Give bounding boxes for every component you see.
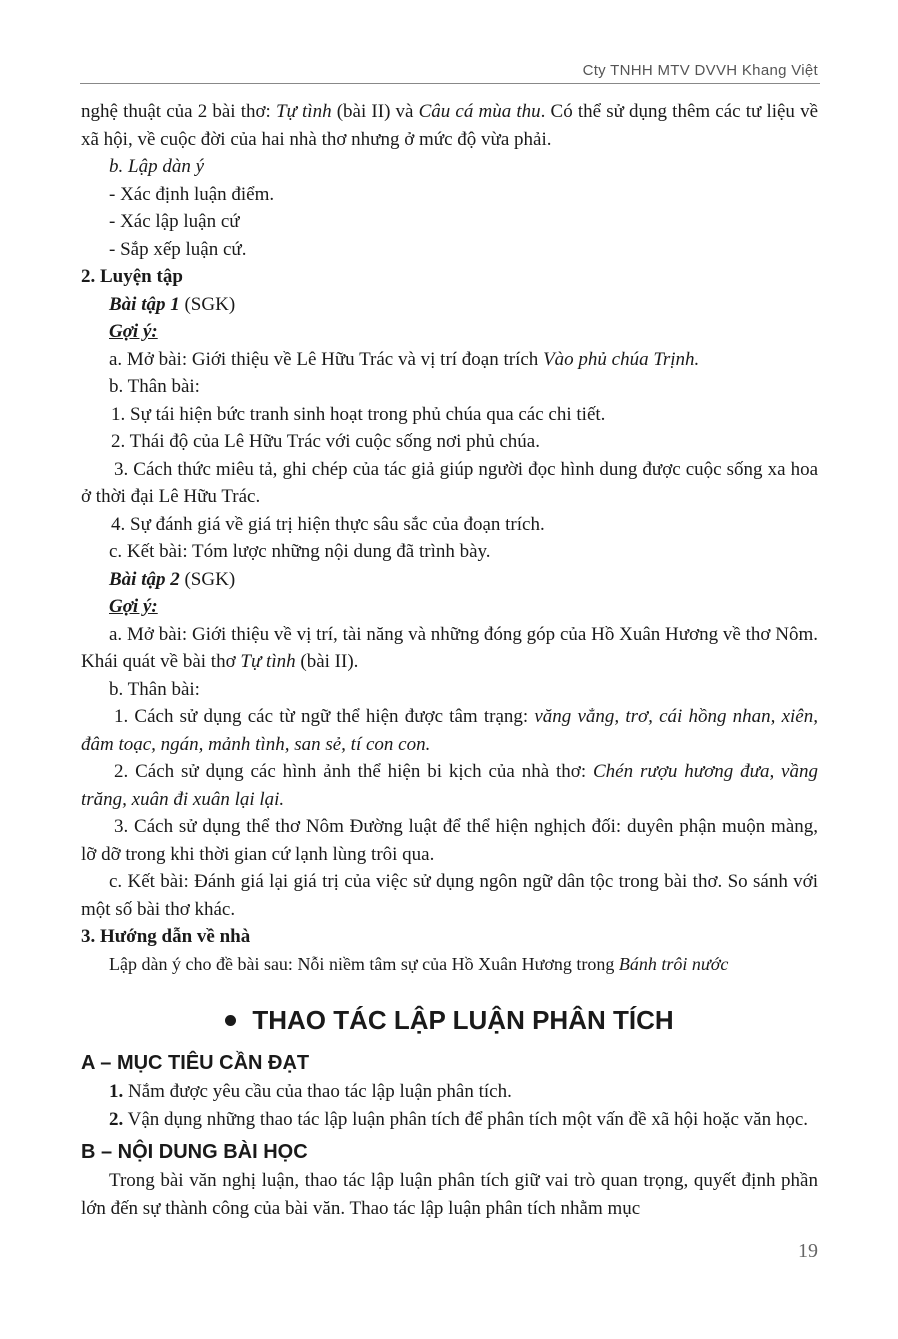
objective-1: 1. Nắm được yêu cầu của thao tác lập luận phân tích. bbox=[109, 1081, 512, 1102]
exercise-2-b2: 2. Cách sử dụng các hình ảnh thể hiện bi kịch của nhà thơ: Chén rượu hương đưa, vầng trăng, xuân đi xuân lại lại. bbox=[81, 761, 818, 810]
section-a-heading: A – MỤC TIÊU CẦN ĐẠT bbox=[81, 1052, 310, 1074]
page-number: 19 bbox=[798, 1240, 818, 1262]
exercise-2-a: a. Mở bài: Giới thiệu về vị trí, tài năng và những đóng góp của Hồ Xuân Hương về thơ Nôm. Khái quát về bài thơ Tự tình (bài II). bbox=[81, 623, 818, 672]
exercise-1-b: b. Thân bài: bbox=[109, 376, 200, 397]
exercise-2-b3: 3. Cách sử dụng thể thơ Nôm Đường luật để thể hiện nghịch đối: duyên phận muộn màng, lỡ dỡ trong khi thời gian cứ lạnh lùng trôi qua. bbox=[81, 816, 818, 865]
page-body bbox=[81, 98, 818, 1222]
exercise-1-a: a. Mở bài: Giới thiệu về Lê Hữu Trác và vị trí đoạn trích Vào phủ chúa Trịnh. bbox=[109, 348, 700, 370]
exercise-2-b: b. Thân bài: bbox=[109, 678, 200, 700]
exercise-1-b1: 1. Sự tái hiện bức tranh sinh hoạt trong phủ chúa qua các chi tiết. bbox=[111, 403, 606, 425]
homework-task: Lập dàn ý cho đề bài sau: Nỗi niềm tâm sự của Hồ Xuân Hương trong Bánh trôi nước bbox=[109, 953, 729, 974]
exercise-2-title: Bài tập 2 (SGK) bbox=[109, 568, 236, 590]
header-rule bbox=[80, 83, 820, 84]
step-item: - Xác lập luận cứ bbox=[109, 211, 240, 232]
exercise-1-b3: 3. Cách thức miêu tả, ghi chép của tác giả giúp người đọc hình dung được cuộc sống xa hoa ở thời đại Lê Hữu Trác. bbox=[81, 458, 818, 507]
section-b-heading: B – NỘI DUNG BÀI HỌC bbox=[81, 1141, 308, 1163]
exercise-2-c: c. Kết bài: Đánh giá lại giá trị của việc sử dụng ngôn ngữ dân tộc trong bài thơ. So sánh với một số bài thơ khác. bbox=[81, 871, 818, 920]
luyen-tap-heading: 2. Luyện tập bbox=[81, 266, 183, 287]
exercise-1-title: Bài tập 1 (SGK) bbox=[109, 293, 236, 315]
objective-2: 2. Vận dụng những thao tác lập luận phân tích để phân tích một vấn đề xã hội hoặc văn học. bbox=[109, 1108, 809, 1130]
bullet-icon bbox=[225, 1015, 236, 1026]
running-header: Cty TNHH MTV DVVH Khang Việt bbox=[582, 62, 818, 79]
exercise-2-b1: 1. Cách sử dụng các từ ngữ thể hiện được tâm trạng: văng vẳng, trơ, cái hồng nhan, xiên, đâm toạc, ngán, mảnh tình, san sẻ, tí con con. bbox=[81, 706, 818, 755]
hint-label: Gợi ý: bbox=[109, 596, 158, 617]
section-b-paragraph: Trong bài văn nghị luận, thao tác lập luận phân tích giữ vai trò quan trọng, quyết định phần lớn đến sự thành công của bài văn. Thao tác lập luận phân tích nhằm mục bbox=[81, 1170, 818, 1219]
exercise-1-c: c. Kết bài: Tóm lược những nội dung đã trình bày. bbox=[109, 541, 491, 562]
exercise-1-b2: 2. Thái độ của Lê Hữu Trác với cuộc sống nơi phủ chúa. bbox=[111, 431, 540, 452]
step-item: - Xác định luận điểm. bbox=[109, 183, 275, 205]
intro-paragraph: nghệ thuật của 2 bài thơ: Tự tình (bài II) và Câu cá mùa thu. Có thể sử dụng thêm các tư liệu về xã hội, về cuộc đời của hai nhà thơ nhưng ở mức độ vừa phải. bbox=[81, 101, 819, 150]
step-item: - Sắp xếp luận cứ. bbox=[109, 238, 247, 260]
lap-dan-y-heading: b. Lập dàn ý bbox=[109, 156, 204, 177]
hint-label: Gợi ý: bbox=[109, 321, 158, 342]
huong-dan-heading: 3. Hướng dẫn về nhà bbox=[81, 926, 251, 947]
exercise-1-b4: 4. Sự đánh giá về giá trị hiện thực sâu sắc của đoạn trích. bbox=[111, 513, 545, 535]
lesson-title: THAO TÁC LẬP LUẬN PHÂN TÍCH bbox=[81, 1000, 818, 1040]
